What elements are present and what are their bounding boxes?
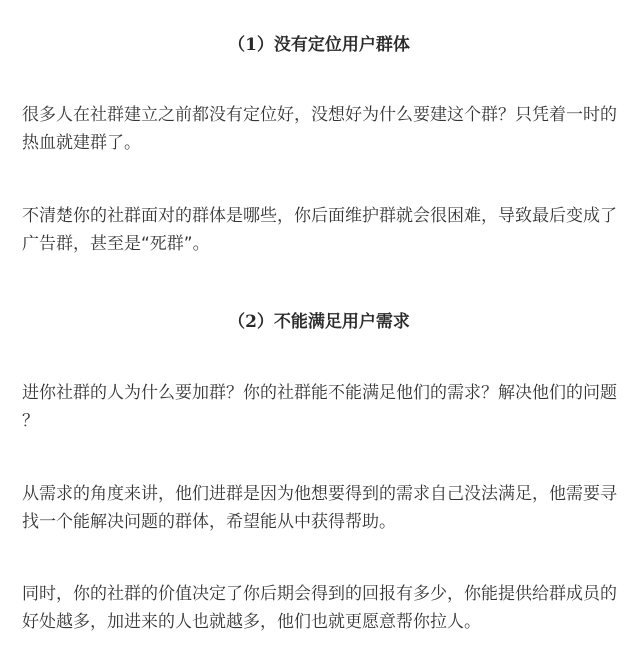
paragraph-line: 热血就建群了。	[22, 133, 141, 153]
paragraph-3	[22, 379, 620, 435]
paragraph-line: ？	[22, 411, 39, 431]
paragraph-2	[22, 202, 620, 258]
paragraph-1	[22, 101, 620, 157]
paragraph-5	[22, 580, 620, 636]
paragraph-line: 同时，你的社群的价值决定了你后期会得到的回报有多少，你能提供给群成员的	[22, 584, 617, 604]
section-heading-2: （2）不能满足用户需求	[228, 312, 410, 332]
paragraph-line: 找一个能解决问题的群体，希望能从中获得帮助。	[22, 512, 396, 532]
paragraph-line: 广告群，甚至是“死群”。	[22, 234, 210, 254]
paragraph-line: 好处越多，加进来的人也就越多，他们也就更愿意帮你拉人。	[22, 612, 481, 632]
paragraph-4	[22, 480, 620, 536]
section-heading-1: （1）没有定位用户群体	[228, 35, 410, 55]
paragraph-line: 很多人在社群建立之前都没有定位好，没想好为什么要建这个群？只凭着一时的	[22, 105, 617, 125]
paragraph-line: 不清楚你的社群面对的群体是哪些，你后面维护群就会很困难，导致最后变成了	[22, 206, 617, 226]
paragraph-line: 进你社群的人为什么要加群？你的社群能不能满足他们的需求？解决他们的问题	[22, 383, 617, 403]
paragraph-line: 从需求的角度来讲，他们进群是因为他想要得到的需求自己没法满足，他需要寻	[22, 484, 617, 504]
